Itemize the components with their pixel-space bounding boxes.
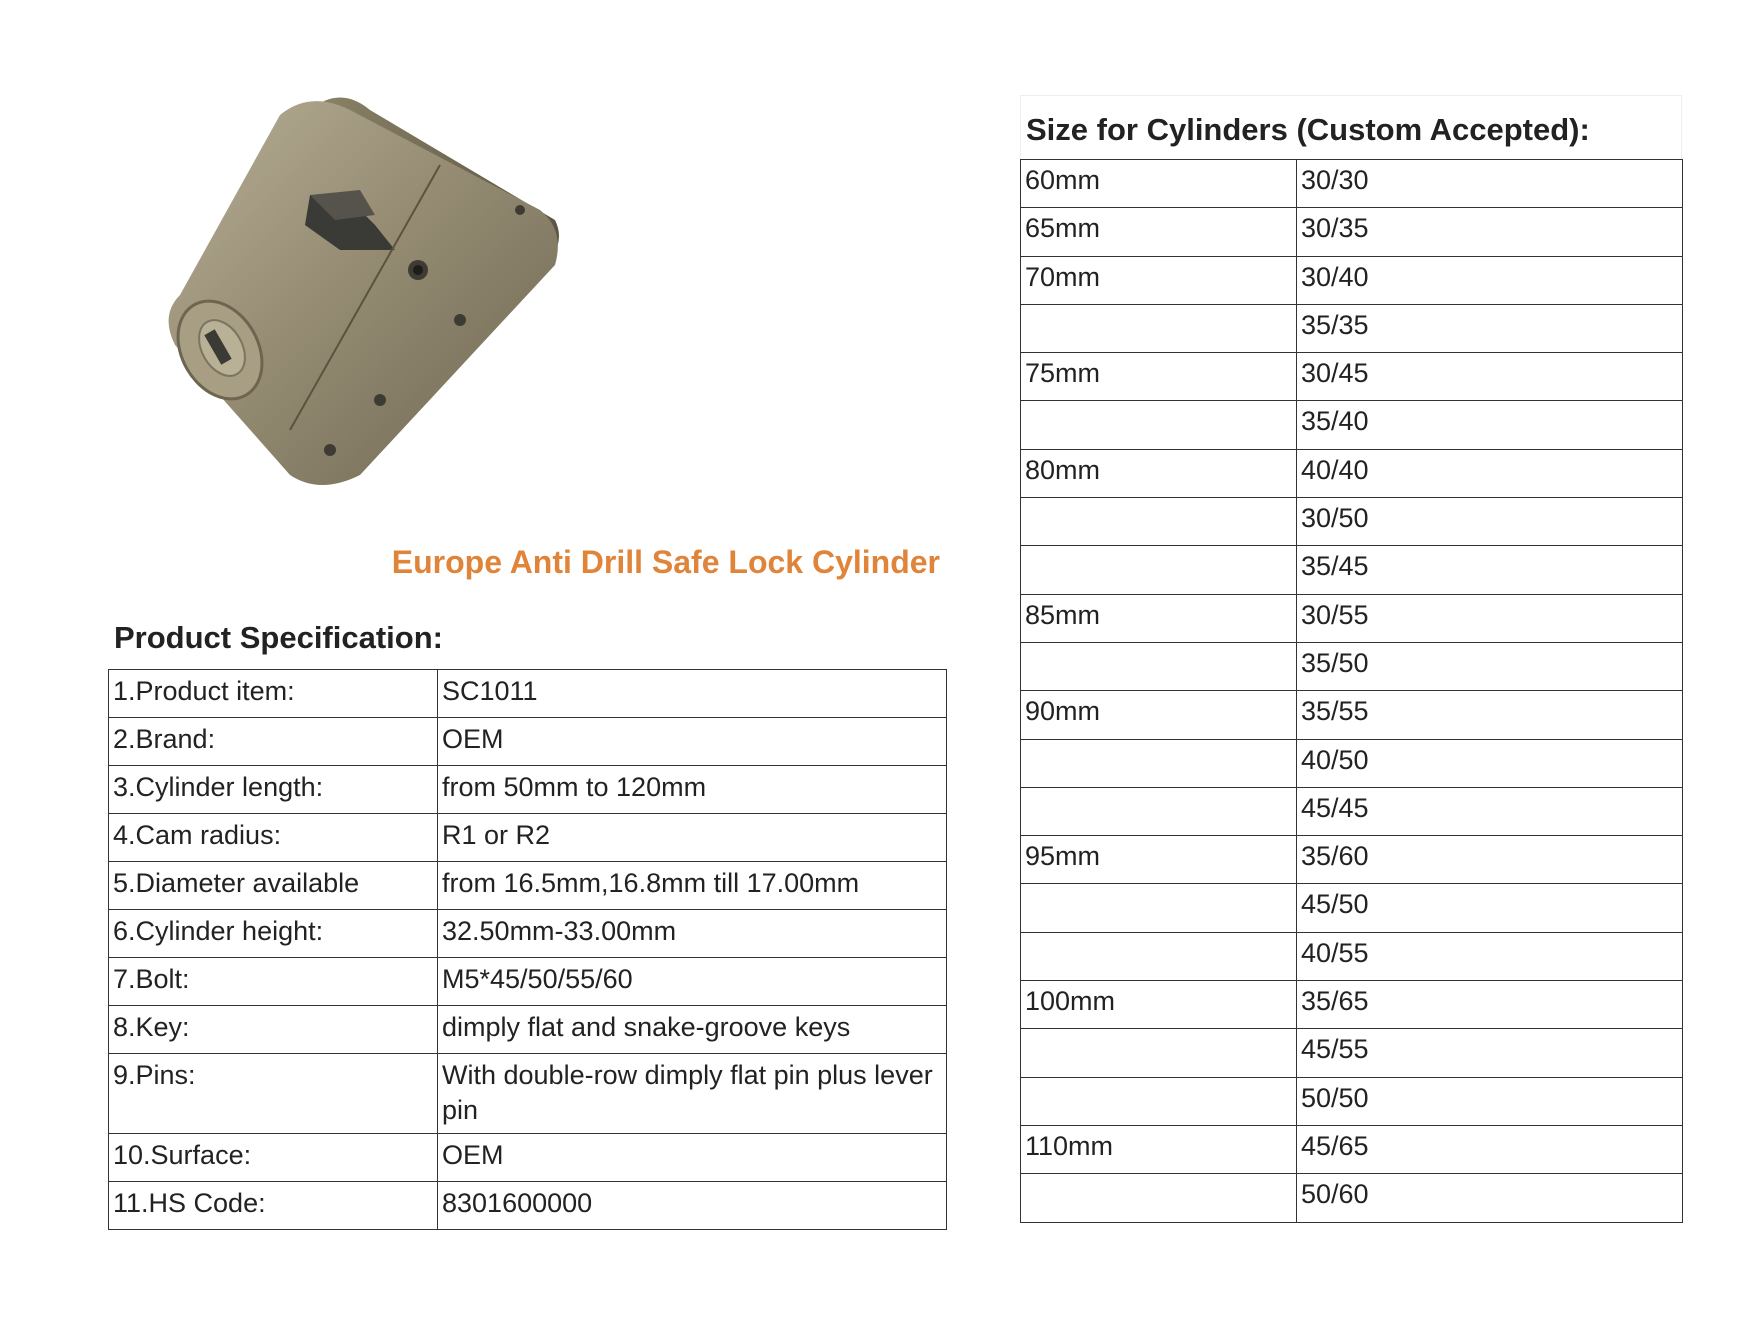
- size-ratio: 35/35: [1297, 304, 1683, 352]
- spec-value: 32.50mm-33.00mm: [438, 910, 947, 958]
- size-ratio: 30/50: [1297, 498, 1683, 546]
- size-ratio: 35/55: [1297, 691, 1683, 739]
- spec-label: 11.HS Code:: [109, 1182, 438, 1230]
- size-ratio: 35/45: [1297, 546, 1683, 594]
- spec-label: 5.Diameter available: [109, 862, 438, 910]
- size-ratio: 45/45: [1297, 787, 1683, 835]
- size-length: [1021, 739, 1297, 787]
- size-row: [1021, 1125, 1683, 1173]
- size-ratio: 30/35: [1297, 208, 1683, 256]
- size-row: [1021, 160, 1683, 208]
- size-ratio: 30/30: [1297, 160, 1683, 208]
- size-length: 110mm: [1021, 1125, 1297, 1173]
- spec-row: [109, 766, 947, 814]
- spec-label: 10.Surface:: [109, 1134, 438, 1182]
- spec-table: [108, 669, 947, 1230]
- spec-value: from 16.5mm,16.8mm till 17.00mm: [438, 862, 947, 910]
- spec-row: [109, 670, 947, 718]
- size-row: [1021, 256, 1683, 304]
- size-ratio: 35/60: [1297, 836, 1683, 884]
- size-row: [1021, 353, 1683, 401]
- spec-row: [109, 814, 947, 862]
- size-row: [1021, 884, 1683, 932]
- size-row: [1021, 1077, 1683, 1125]
- spec-value: OEM: [438, 1134, 947, 1182]
- spec-value: from 50mm to 120mm: [438, 766, 947, 814]
- spec-value: M5*45/50/55/60: [438, 958, 947, 1006]
- size-table: [1020, 159, 1683, 1223]
- spec-label: 6.Cylinder height:: [109, 910, 438, 958]
- size-length: [1021, 884, 1297, 932]
- size-row: [1021, 691, 1683, 739]
- spec-value: With double-row dimply flat pin plus lever pin: [438, 1054, 947, 1134]
- size-row: [1021, 498, 1683, 546]
- size-length: [1021, 401, 1297, 449]
- size-row: [1021, 787, 1683, 835]
- spec-row: [109, 1006, 947, 1054]
- spec-label: 9.Pins:: [109, 1054, 438, 1134]
- size-ratio: 40/40: [1297, 449, 1683, 497]
- size-row: [1021, 449, 1683, 497]
- size-ratio: 50/50: [1297, 1077, 1683, 1125]
- size-length: 60mm: [1021, 160, 1297, 208]
- size-length: [1021, 787, 1297, 835]
- size-row: [1021, 981, 1683, 1029]
- size-length: 80mm: [1021, 449, 1297, 497]
- spec-row: [109, 1134, 947, 1182]
- spec-row: [109, 1054, 947, 1134]
- size-ratio: 45/50: [1297, 884, 1683, 932]
- size-length: 85mm: [1021, 594, 1297, 642]
- spec-label: 2.Brand:: [109, 718, 438, 766]
- spec-row: [109, 910, 947, 958]
- size-ratio: 35/40: [1297, 401, 1683, 449]
- size-ratio: 45/55: [1297, 1029, 1683, 1077]
- size-length: [1021, 642, 1297, 690]
- size-row: [1021, 401, 1683, 449]
- size-length: [1021, 932, 1297, 980]
- spec-heading: Product Specification:: [114, 620, 443, 655]
- spec-row: [109, 718, 947, 766]
- product-title: Europe Anti Drill Safe Lock Cylinder: [391, 544, 940, 580]
- size-row: [1021, 1174, 1683, 1222]
- size-length: [1021, 1174, 1297, 1222]
- spec-value: dimply flat and snake-groove keys: [438, 1006, 947, 1054]
- size-length: 75mm: [1021, 353, 1297, 401]
- spec-value: R1 or R2: [438, 814, 947, 862]
- size-row: [1021, 304, 1683, 352]
- size-row: [1021, 1029, 1683, 1077]
- size-row: [1021, 594, 1683, 642]
- size-ratio: 40/50: [1297, 739, 1683, 787]
- spec-value: OEM: [438, 718, 947, 766]
- size-length: 100mm: [1021, 981, 1297, 1029]
- size-row: [1021, 208, 1683, 256]
- size-ratio: 30/45: [1297, 353, 1683, 401]
- spec-label: 8.Key:: [109, 1006, 438, 1054]
- size-length: [1021, 1077, 1297, 1125]
- spec-label: 4.Cam radius:: [109, 814, 438, 862]
- size-length: [1021, 546, 1297, 594]
- size-length: [1021, 498, 1297, 546]
- spec-value: SC1011: [438, 670, 947, 718]
- lock-cylinder-image: [160, 90, 580, 500]
- size-row: [1021, 932, 1683, 980]
- size-row: [1021, 546, 1683, 594]
- spec-label: 7.Bolt:: [109, 958, 438, 1006]
- size-heading: Size for Cylinders (Custom Accepted):: [1020, 95, 1682, 159]
- size-length: 95mm: [1021, 836, 1297, 884]
- size-ratio: 35/50: [1297, 642, 1683, 690]
- size-length: [1021, 304, 1297, 352]
- size-ratio: 35/65: [1297, 981, 1683, 1029]
- spec-label: 1.Product item:: [109, 670, 438, 718]
- spec-row: [109, 1182, 947, 1230]
- size-row: [1021, 739, 1683, 787]
- spec-row: [109, 862, 947, 910]
- spec-row: [109, 958, 947, 1006]
- size-length: [1021, 1029, 1297, 1077]
- size-length: 65mm: [1021, 208, 1297, 256]
- size-row: [1021, 836, 1683, 884]
- size-row: [1021, 642, 1683, 690]
- size-length: 90mm: [1021, 691, 1297, 739]
- size-ratio: 50/60: [1297, 1174, 1683, 1222]
- spec-value: 8301600000: [438, 1182, 947, 1230]
- size-ratio: 30/40: [1297, 256, 1683, 304]
- spec-label: 3.Cylinder length:: [109, 766, 438, 814]
- size-ratio: 30/55: [1297, 594, 1683, 642]
- size-length: 70mm: [1021, 256, 1297, 304]
- size-ratio: 40/55: [1297, 932, 1683, 980]
- size-ratio: 45/65: [1297, 1125, 1683, 1173]
